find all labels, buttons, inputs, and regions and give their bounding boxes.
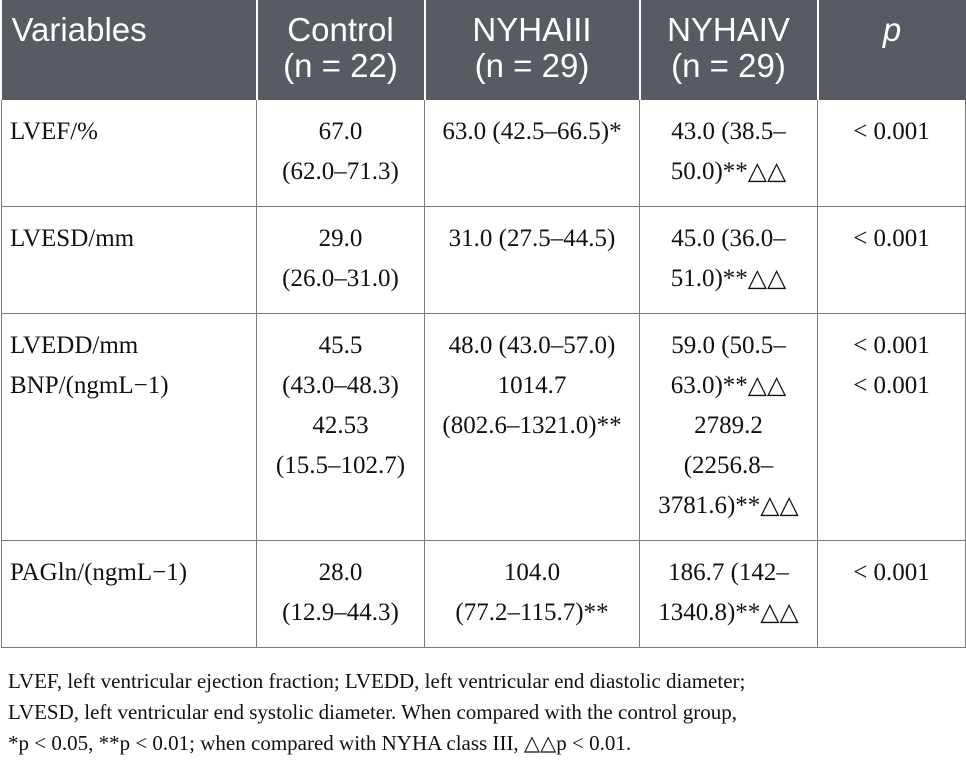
cell-line: 3781.6)**△△ — [658, 492, 799, 519]
control-cell — [257, 314, 425, 541]
nyha3-cell — [425, 100, 640, 207]
cell-line: < 0.001 — [853, 225, 930, 252]
variable-cell — [2, 541, 257, 648]
cell-line: LVEF/% — [10, 118, 98, 145]
cell-line: (77.2–115.7)** — [455, 599, 609, 626]
cell-line: 31.0 (27.5–44.5) — [448, 225, 616, 252]
nyha3-cell — [425, 314, 640, 541]
table-row — [2, 541, 966, 648]
cell-line: 1340.8)**△△ — [658, 599, 799, 626]
cell-line: LVESD/mm — [10, 225, 135, 252]
cell-line: 186.7 (142– — [668, 559, 789, 586]
nyha4-cell — [640, 541, 818, 648]
nyha4-cell — [640, 207, 818, 314]
cell-line: LVEDD/mm — [10, 332, 139, 359]
control-cell — [257, 100, 425, 207]
variable-cell — [2, 100, 257, 207]
cell-line: < 0.001 — [853, 118, 930, 145]
header-nyha3-n: (n = 29) — [474, 47, 590, 84]
cell-line: 28.0 — [318, 559, 363, 586]
cell-line: (26.0–31.0) — [282, 265, 399, 292]
cell-line: 48.0 (43.0–57.0) — [448, 332, 616, 359]
cell-line: 42.53 — [312, 412, 369, 439]
nyha4-cell — [640, 100, 818, 207]
header-nyha4: NYHAIV (n = 29) — [640, 0, 818, 100]
table-body — [2, 100, 966, 648]
cell-line: (802.6–1321.0)** — [442, 412, 622, 439]
cell-line: < 0.001 — [853, 559, 930, 586]
nyha3-cell — [425, 207, 640, 314]
header-p: p — [818, 0, 966, 100]
cell-line: 63.0 (42.5–66.5)* — [442, 118, 622, 145]
cell-line: 45.5 — [318, 332, 363, 359]
cell-line: (12.9–44.3) — [282, 599, 399, 626]
cell-line: 51.0)**△△ — [670, 265, 787, 292]
header-row — [2, 0, 966, 100]
cell-line: 59.0 (50.5– — [671, 332, 786, 359]
cell-line: (2256.8– — [683, 452, 774, 479]
footnote-line-3: *p < 0.05, **p < 0.01; when compared with NYHA class III, △△p < 0.01. — [8, 731, 632, 755]
cell-line: 29.0 — [318, 225, 363, 252]
cell-line: < 0.001 — [853, 332, 930, 359]
table-row — [2, 314, 966, 541]
header-control: Control (n = 22) — [257, 0, 425, 100]
variable-cell — [2, 207, 257, 314]
nyha4-cell — [640, 314, 818, 541]
p-value-cell — [818, 314, 966, 541]
p-value-cell — [818, 207, 966, 314]
table-row — [2, 100, 966, 207]
header-control-n: (n = 22) — [283, 47, 398, 84]
cell-line: < 0.001 — [853, 372, 930, 399]
data-table — [1, 0, 966, 648]
cell-line: PAGln/(ngmL−1) — [10, 559, 188, 586]
variable-cell — [2, 314, 257, 541]
footnote-line-2: LVESD, left ventricular end systolic diameter. When compared with the control group, — [8, 700, 737, 724]
header-nyha4-n: (n = 29) — [671, 47, 786, 84]
cell-line: (15.5–102.7) — [275, 452, 406, 479]
cell-line: 45.0 (36.0– — [671, 225, 786, 252]
nyha3-cell — [425, 541, 640, 648]
cell-line: 43.0 (38.5– — [671, 118, 786, 145]
cell-line: 104.0 — [503, 559, 561, 586]
cell-line: BNP/(ngmL−1) — [10, 372, 169, 399]
cell-line: 67.0 — [318, 118, 363, 145]
cell-line: 1014.7 — [497, 372, 567, 399]
footnote — [8, 666, 958, 759]
cell-line: 50.0)**△△ — [670, 158, 787, 185]
cell-line: 63.0)**△△ — [670, 372, 787, 399]
control-cell — [257, 207, 425, 314]
cell-line: (62.0–71.3) — [282, 158, 399, 185]
header-variables: Variables — [2, 0, 257, 100]
table-row — [2, 207, 966, 314]
header-nyha3: NYHAIII (n = 29) — [425, 0, 640, 100]
p-value-cell — [818, 541, 966, 648]
cell-line: (43.0–48.3) — [282, 372, 399, 399]
cell-line: 2789.2 — [694, 412, 763, 439]
control-cell — [257, 541, 425, 648]
p-value-cell — [818, 100, 966, 207]
footnote-line-1: LVEF, left ventricular ejection fraction; LVEDD, left ventricular end diastolic diameter; — [8, 669, 746, 693]
